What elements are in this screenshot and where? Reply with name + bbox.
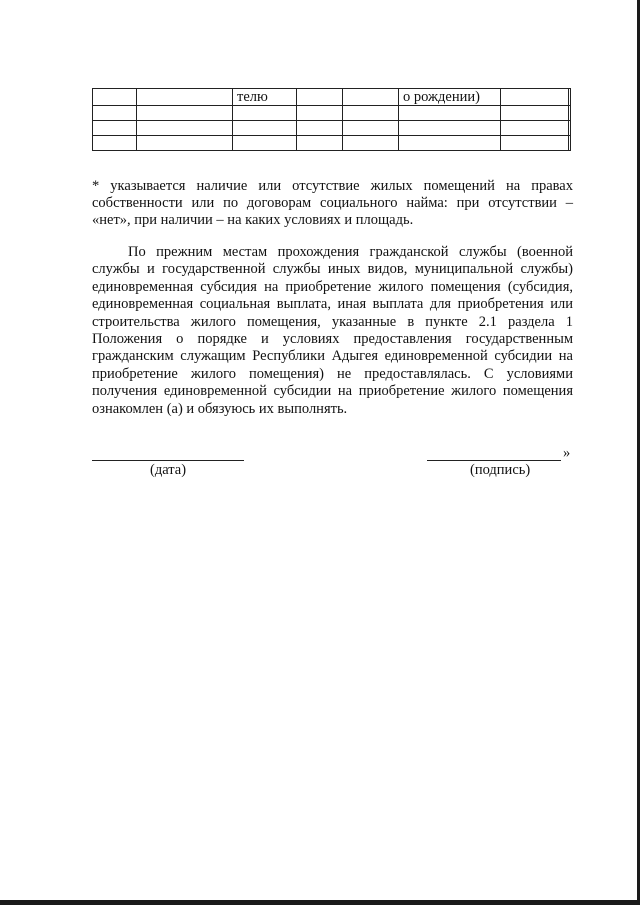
signature-line (427, 460, 561, 461)
data-table (92, 88, 571, 151)
table-cell (569, 106, 571, 121)
closing-quote: » (563, 445, 571, 461)
table-header-cell (137, 89, 233, 106)
table-header-cell: телю (233, 89, 297, 106)
table-header-cell (297, 89, 343, 106)
table-header-row (93, 89, 571, 106)
table-cell (343, 136, 399, 151)
body-paragraph: По прежним местам прохождения гражданской службы (военной службы и государственной службы иных видов, муниципальной службы) единовременная субсидия на приобретение жилого помещения (субсидия, единовременная социальная выплата, иная выплата для приобретения или строительства жилого помещения, указанные в пункте 2.1 раздела 1 Положения о порядке и условиях предоставления государственным гражданским служащим Республики Адыгея единовременной субсидии на приобретение жилого помещения) не предоставлялась. С условиями получения единовременной субсидии на приобретение жилого помещения ознакомлен (а) и обязуюсь их выполнять. (92, 244, 573, 417)
table-cell (297, 121, 343, 136)
table-header-cell: о рождении) (399, 89, 501, 106)
table-cell (93, 106, 137, 121)
table-header-cell (569, 89, 571, 106)
table-cell (137, 121, 233, 136)
table-cell (501, 136, 569, 151)
table-row (93, 136, 571, 151)
table-row (93, 106, 571, 121)
table-cell (233, 121, 297, 136)
date-line (92, 460, 244, 461)
table-cell (233, 136, 297, 151)
table-cell (137, 106, 233, 121)
table-cell (93, 121, 137, 136)
table-row (93, 121, 571, 136)
date-label: (дата) (150, 462, 187, 478)
table-header-cell (501, 89, 569, 106)
table-cell (569, 136, 571, 151)
table-cell (137, 136, 233, 151)
table-cell (297, 106, 343, 121)
table-cell (501, 106, 569, 121)
table-cell (569, 121, 571, 136)
table-cell (399, 136, 501, 151)
table-cell (93, 136, 137, 151)
scan-edge-bottom (0, 900, 640, 905)
table-cell (297, 136, 343, 151)
signature-label: (подпись) (470, 462, 531, 478)
table-cell (501, 121, 569, 136)
table-cell (399, 121, 501, 136)
footnote: * указывается наличие или отсутствие жилых помещений на правах собственности или по договорам социального найма: при отсутствии – «нет», при наличии – на каких условиях и площадь. (92, 178, 573, 228)
table-header-cell (343, 89, 399, 106)
table-header-cell (93, 89, 137, 106)
table-cell (343, 106, 399, 121)
table-cell (399, 106, 501, 121)
table-cell (233, 106, 297, 121)
table-cell (343, 121, 399, 136)
